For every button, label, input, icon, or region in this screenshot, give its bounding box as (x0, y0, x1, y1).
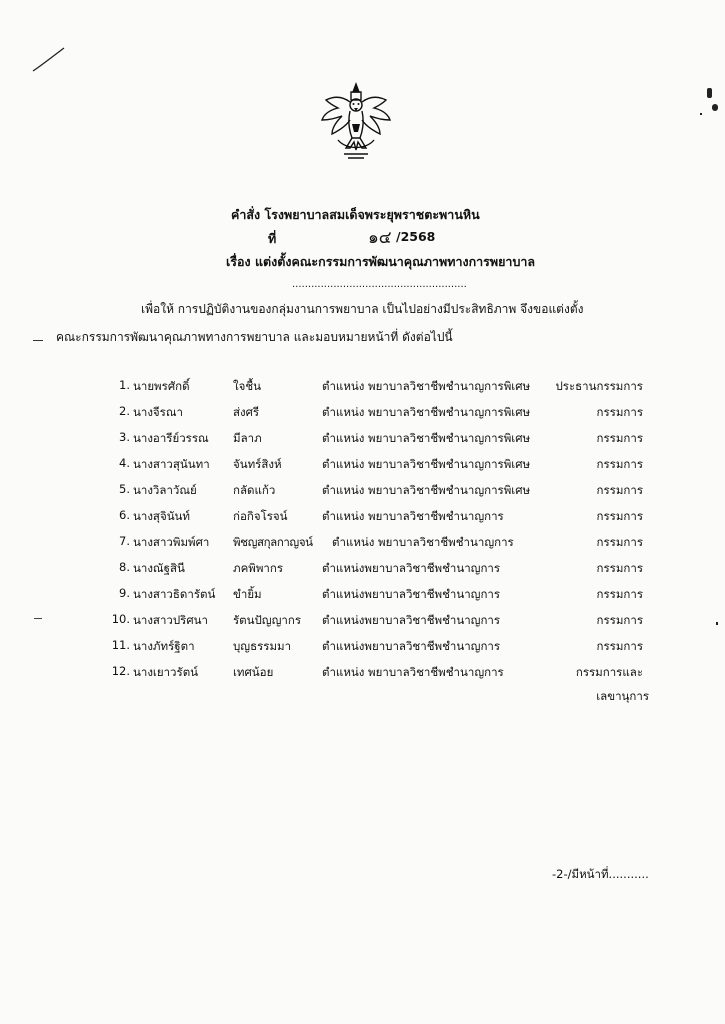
member-role: กรรมการ (596, 509, 643, 523)
member-role: กรรมการ (596, 613, 643, 627)
member-first-name: นางสาวพิมพ์ศา (133, 535, 210, 549)
member-number: 12. (111, 664, 130, 678)
member-role: กรรมการ (596, 587, 643, 601)
order-number-label: ที่ (268, 231, 277, 246)
member-last-name: ภคพิพากร (233, 561, 284, 575)
member-first-name: นางสาวธิดารัตน์ (133, 587, 216, 601)
member-number: 3. (119, 430, 130, 444)
member-role: กรรมการ (596, 483, 643, 497)
list-item (0, 688, 725, 710)
member-role: กรรมการ (596, 457, 643, 471)
member-first-name: นางภัทร์ฐิตา (133, 639, 195, 653)
list-item (0, 534, 725, 556)
member-first-name: นางเยาวรัตน์ (133, 665, 199, 679)
member-last-name: จันทร์สิงห์ (233, 457, 282, 471)
scan-speck (700, 113, 702, 115)
list-item (0, 378, 725, 400)
subject-line: เรื่อง แต่งตั้งคณะกรรมการพัฒนาคุณภาพทางการพยาบาล (226, 254, 536, 269)
member-number: 10. (111, 612, 130, 626)
member-role: ประธานกรรมการ (555, 379, 643, 393)
member-last-name: รัตนปัญญากร (233, 613, 302, 627)
list-item (0, 508, 725, 530)
list-item (0, 482, 725, 504)
member-last-name: เทศน้อย (233, 665, 274, 679)
list-item (0, 404, 725, 426)
member-first-name: นางสาวปริศนา (133, 613, 208, 627)
margin-tick-mark (33, 340, 43, 341)
member-first-name: นายพรศักดิ์ (133, 379, 190, 393)
member-number: 4. (119, 456, 130, 470)
member-number: 7. (119, 534, 130, 548)
member-number: 1. (119, 378, 130, 392)
member-role: กรรมการ (596, 639, 643, 653)
margin-tick-mark (34, 618, 42, 619)
member-position: ตำแหน่ง พยาบาลวิชาชีพชำนาญการ (322, 509, 504, 523)
member-number: 8. (119, 560, 130, 574)
member-first-name: นางจีรณา (133, 405, 183, 419)
member-number: 5. (119, 482, 130, 496)
member-position: ตำแหน่ง พยาบาลวิชาชีพชำนาญการพิเศษ (322, 405, 531, 419)
order-number-handwritten: ๑๔ (368, 228, 392, 248)
member-last-name: มีลาภ (233, 431, 262, 445)
member-role: กรรมการ (596, 431, 643, 445)
member-last-name: บุญธรรมมา (233, 639, 292, 653)
scan-speck (707, 88, 712, 98)
list-item (0, 560, 725, 582)
list-item (0, 664, 725, 686)
member-position: ตำแหน่งพยาบาลวิชาชีพชำนาญการ (322, 561, 501, 575)
member-last-name: ก่อกิจโรจน์ (233, 509, 288, 523)
member-last-name: กลัดแก้ว (233, 483, 276, 497)
list-item (0, 586, 725, 608)
member-position: ตำแหน่ง พยาบาลวิชาชีพชำนาญการพิเศษ (322, 483, 531, 497)
member-first-name: นางวิลาวัณย์ (133, 483, 197, 497)
next-page-indicator: -2-/มีหน้าที่........... (552, 867, 649, 881)
member-role: กรรมการ (596, 561, 643, 575)
member-position: ตำแหน่ง พยาบาลวิชาชีพชำนาญการพิเศษ (322, 379, 531, 393)
member-last-name: ส่งศรี (233, 405, 260, 419)
member-role: กรรมการ (596, 405, 643, 419)
member-first-name: นางอารีย์วรรณ (133, 431, 209, 445)
member-number: 2. (119, 404, 130, 418)
member-position: ตำแหน่ง พยาบาลวิชาชีพชำนาญการพิเศษ (322, 457, 531, 471)
list-item (0, 430, 725, 452)
member-first-name: นางสุจินันท์ (133, 509, 190, 523)
list-item (0, 638, 725, 660)
order-number-year: /2568 (396, 229, 436, 244)
garuda-emblem (316, 80, 396, 162)
paragraph-line-2: คณะกรรมการพัฒนาคุณภาพทางการพยาบาล และมอบหมายหน้าที่ ดังต่อไปนี้ (56, 330, 453, 344)
member-number: 9. (119, 586, 130, 600)
order-heading: คำสั่ง โรงพยาบาลสมเด็จพระยุพราชตะพานหิน (231, 207, 480, 222)
member-number: 6. (119, 508, 130, 522)
member-position: ตำแหน่ง พยาบาลวิชาชีพชำนาญการ (332, 535, 514, 549)
scan-speck (712, 104, 718, 111)
member-position: ตำแหน่งพยาบาลวิชาชีพชำนาญการ (322, 613, 501, 627)
member-position: ตำแหน่ง พยาบาลวิชาชีพชำนาญการ (322, 665, 504, 679)
member-first-name: นางสาวสุนันทา (133, 457, 210, 471)
member-number: 11. (111, 638, 130, 652)
member-position: ตำแหน่ง พยาบาลวิชาชีพชำนาญการพิเศษ (322, 431, 531, 445)
member-role: กรรมการ (596, 535, 643, 549)
member-last-name: ขำยิ้ม (233, 587, 262, 601)
member-position: ตำแหน่งพยาบาลวิชาชีพชำนาญการ (322, 639, 501, 653)
paragraph-line-1: เพื่อให้ การปฏิบัติงานของกลุ่มงานการพยาบาล เป็นไปอย่างมีประสิทธิภาพ จึงขอแต่งตั้ง (141, 302, 584, 316)
list-item (0, 456, 725, 478)
member-position: ตำแหน่งพยาบาลวิชาชีพชำนาญการ (322, 587, 501, 601)
member-last-name: ใจชื้น (233, 379, 262, 393)
member-role-continuation: เลขานุการ (596, 689, 649, 703)
member-first-name: นางณัฐสินี (133, 561, 185, 575)
member-last-name: พิชญสกุลกาญจน์ (233, 535, 313, 549)
member-role: กรรมการและ (575, 665, 643, 679)
separator-dotted-line: ....................................................... (292, 279, 467, 290)
pen-stroke-mark (30, 45, 70, 75)
list-item (0, 612, 725, 634)
